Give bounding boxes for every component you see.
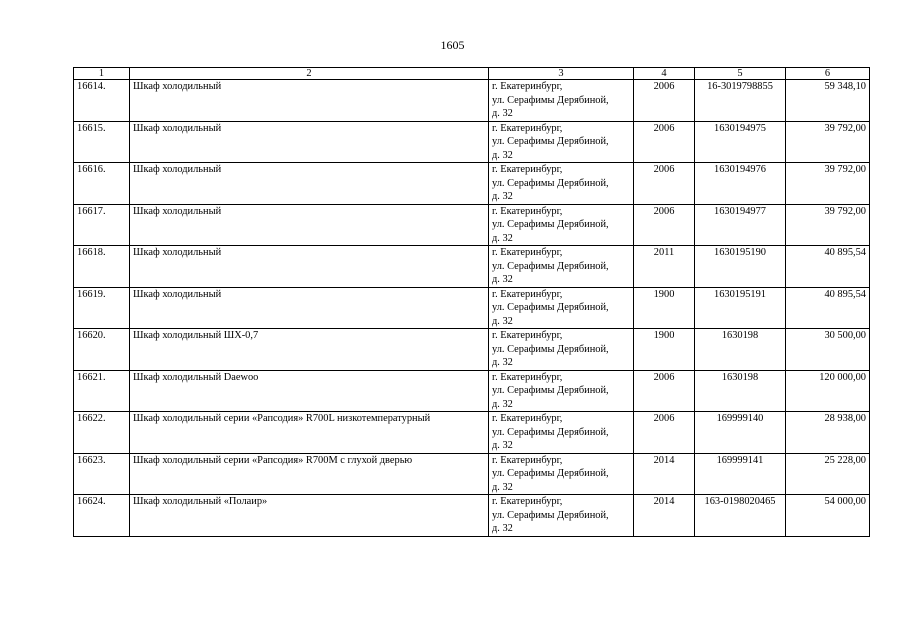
row-number-cell: 16622.	[74, 412, 130, 454]
address-line: г. Екатеринбург,	[492, 496, 563, 507]
cost-cell: 39 792,00	[786, 121, 870, 163]
address-cell	[489, 453, 634, 495]
row-number-cell: 16621.	[74, 370, 130, 412]
row-number-cell: 16619.	[74, 287, 130, 329]
table-row	[74, 204, 870, 246]
address-line: г. Екатеринбург,	[492, 247, 563, 258]
inventory-number-cell: 169999141	[695, 453, 786, 495]
cost-cell: 54 000,00	[786, 495, 870, 537]
inventory-number-cell: 1630194976	[695, 163, 786, 205]
inventory-number-cell: 1630194975	[695, 121, 786, 163]
table-body	[74, 80, 870, 537]
address-line: д. 32	[492, 523, 513, 534]
inventory-number-cell: 1630194977	[695, 204, 786, 246]
column-header-2: 2	[130, 68, 489, 80]
table-row	[74, 495, 870, 537]
inventory-number-cell: 169999140	[695, 412, 786, 454]
address-line: г. Екатеринбург,	[492, 413, 563, 424]
address-line: г. Екатеринбург,	[492, 454, 563, 466]
column-header-4: 4	[634, 68, 695, 80]
item-name-cell: Шкаф холодильный серии «Рапсодия» R700M с глухой дверью	[130, 453, 489, 495]
address-line: ул. Серафимы Дерябиной,	[492, 260, 609, 272]
address-line: г. Екатеринбург,	[492, 371, 563, 383]
item-name-cell: Шкаф холодильный	[130, 204, 489, 246]
property-registry-table	[73, 67, 870, 537]
column-header-3: 3	[489, 68, 634, 80]
table-header-row	[74, 68, 870, 80]
row-number-cell: 16620.	[74, 329, 130, 371]
item-name-cell: Шкаф холодильный «Полаир»	[130, 495, 489, 537]
cost-cell: 30 500,00	[786, 329, 870, 371]
year-cell: 2006	[634, 163, 695, 205]
cost-cell: 120 000,00	[786, 370, 870, 412]
address-line: д. 32	[492, 481, 513, 493]
item-name-cell: Шкаф холодильный Daewoo	[130, 370, 489, 412]
address-cell	[489, 329, 634, 371]
address-line: г. Екатеринбург,	[492, 164, 563, 175]
address-line: ул. Серафимы Дерябиной,	[492, 302, 609, 313]
item-name-cell: Шкаф холодильный ШХ-0,7	[130, 329, 489, 371]
address-cell	[489, 495, 634, 537]
row-number-cell: 16616.	[74, 163, 130, 205]
page-number: 1605	[440, 38, 465, 52]
item-name-cell: Шкаф холодильный	[130, 121, 489, 163]
inventory-number-cell: 1630195190	[695, 246, 786, 288]
row-number-cell: 16624.	[74, 495, 130, 537]
year-cell: 2006	[634, 204, 695, 246]
address-cell	[489, 121, 634, 163]
year-cell: 2011	[634, 246, 695, 288]
address-line: д. 32	[492, 440, 513, 451]
year-cell: 1900	[634, 287, 695, 329]
year-cell: 2006	[634, 80, 695, 122]
table-row	[74, 412, 870, 454]
address-line: ул. Серафимы Дерябиной,	[492, 177, 609, 189]
table-row	[74, 121, 870, 163]
table-row	[74, 329, 870, 371]
address-line: г. Екатеринбург,	[492, 205, 563, 217]
item-name-cell: Шкаф холодильный	[130, 163, 489, 205]
row-number-cell: 16617.	[74, 204, 130, 246]
inventory-number-cell: 1630198	[695, 370, 786, 412]
item-name-cell: Шкаф холодильный	[130, 246, 489, 288]
inventory-number-cell: 163-0198020465	[695, 495, 786, 537]
item-name-cell: Шкаф холодильный серии «Рапсодия» R700L низкотемпературный	[130, 412, 489, 454]
address-line: ул. Серафимы Дерябиной,	[492, 94, 609, 106]
address-line: ул. Серафимы Дерябиной,	[492, 219, 609, 230]
inventory-number-cell: 1630195191	[695, 287, 786, 329]
year-cell: 1900	[634, 329, 695, 371]
address-line: г. Екатеринбург,	[492, 122, 563, 134]
address-cell	[489, 80, 634, 122]
cost-cell: 40 895,54	[786, 287, 870, 329]
year-cell: 2006	[634, 412, 695, 454]
address-line: ул. Серафимы Дерябиной,	[492, 468, 609, 479]
address-line: ул. Серафимы Дерябиной,	[492, 509, 609, 521]
address-cell	[489, 370, 634, 412]
cost-cell: 39 792,00	[786, 163, 870, 205]
table-row	[74, 370, 870, 412]
cost-cell: 39 792,00	[786, 204, 870, 246]
row-number-cell: 16623.	[74, 453, 130, 495]
address-line: ул. Серафимы Дерябиной,	[492, 426, 609, 438]
table-row	[74, 246, 870, 288]
item-name-cell: Шкаф холодильный	[130, 287, 489, 329]
table-row	[74, 80, 870, 122]
address-line: д. 32	[492, 191, 513, 202]
address-cell	[489, 163, 634, 205]
address-line: д. 32	[492, 398, 513, 410]
address-line: д. 32	[492, 149, 513, 161]
year-cell: 2006	[634, 370, 695, 412]
row-number-cell: 16618.	[74, 246, 130, 288]
column-header-1: 1	[74, 68, 130, 80]
cost-cell: 40 895,54	[786, 246, 870, 288]
row-number-cell: 16614.	[74, 80, 130, 122]
address-line: ул. Серафимы Дерябиной,	[492, 385, 609, 396]
address-line: д. 32	[492, 274, 513, 285]
cost-cell: 28 938,00	[786, 412, 870, 454]
address-line: д. 32	[492, 108, 513, 119]
table-row	[74, 287, 870, 329]
year-cell: 2014	[634, 453, 695, 495]
address-cell	[489, 246, 634, 288]
inventory-number-cell: 16-3019798855	[695, 80, 786, 122]
cost-cell: 59 348,10	[786, 80, 870, 122]
address-line: ул. Серафимы Дерябиной,	[492, 343, 609, 355]
cost-cell: 25 228,00	[786, 453, 870, 495]
address-cell	[489, 204, 634, 246]
inventory-number-cell: 1630198	[695, 329, 786, 371]
address-line: д. 32	[492, 232, 513, 244]
column-header-6: 6	[786, 68, 870, 80]
address-line: ул. Серафимы Дерябиной,	[492, 136, 609, 147]
row-number-cell: 16615.	[74, 121, 130, 163]
address-cell	[489, 287, 634, 329]
address-line: д. 32	[492, 357, 513, 368]
year-cell: 2014	[634, 495, 695, 537]
table-row	[74, 163, 870, 205]
address-line: г. Екатеринбург,	[492, 330, 563, 341]
address-cell	[489, 412, 634, 454]
item-name-cell: Шкаф холодильный	[130, 80, 489, 122]
year-cell: 2006	[634, 121, 695, 163]
address-line: г. Екатеринбург,	[492, 288, 563, 300]
address-line: г. Екатеринбург,	[492, 81, 563, 92]
column-header-5: 5	[695, 68, 786, 80]
address-line: д. 32	[492, 315, 513, 327]
table-row	[74, 453, 870, 495]
